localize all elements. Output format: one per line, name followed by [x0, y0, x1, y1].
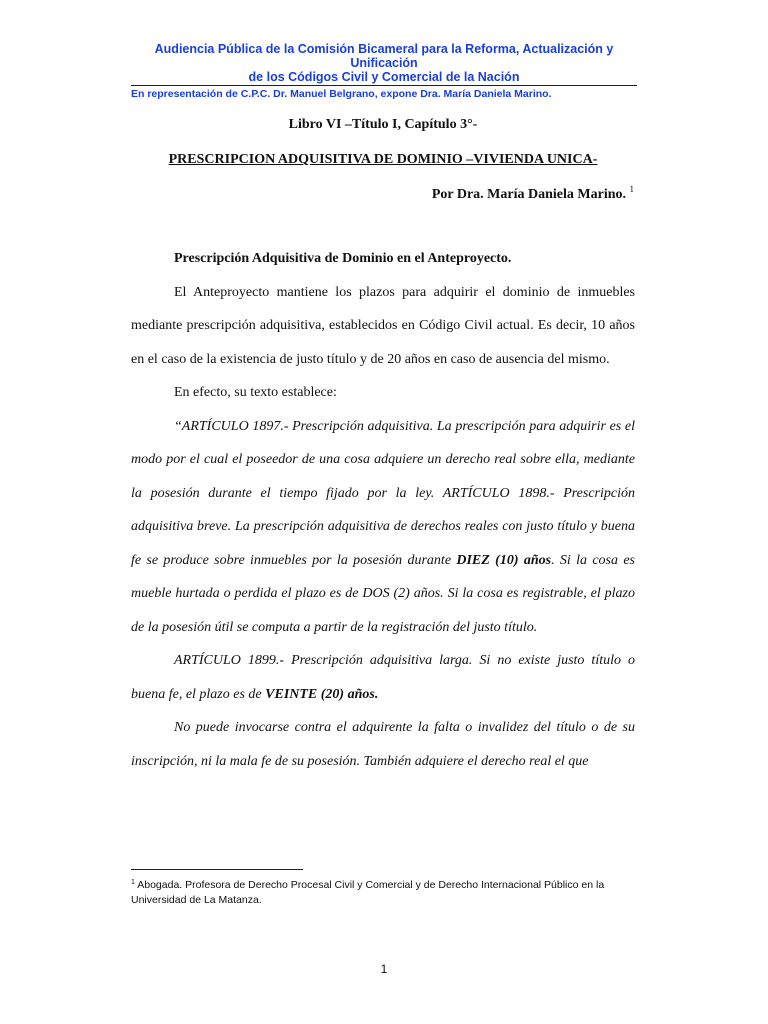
paragraph-2: En efecto, su texto establece:: [174, 385, 337, 400]
quote-emphasis: DIEZ (10) años: [456, 552, 552, 568]
quote-emphasis: VEINTE (20) años.: [265, 686, 379, 702]
header-subtitle: En representación de C.P.C. Dr. Manuel Belgrano, expone Dra. María Daniela Marino.: [131, 88, 552, 100]
author-line: [432, 184, 634, 203]
document-header: [120, 42, 648, 84]
paragraph-1: El Anteproyecto mantiene los plazos para adquirir el dominio de inmuebles mediante prescripción adquisitiva, establecidos en Código Civil actual. Es decir, 10 años en el caso de la existencia de justo título y de 20 años en caso de ausencia del mismo.: [131, 284, 635, 367]
quote-article-1899: [131, 644, 635, 711]
footnote-marker: 1: [131, 879, 135, 886]
quote-text: “ARTÍCULO 1897.- Prescripción adquisitiva. La prescripción para adquirir es el modo por el cual el poseedor de una cosa adquiere un derecho real sobre ella, mediante la posesión durante el tiempo fijado por la ley. ARTÍCULO 1898.- Prescripción adquisitiva breve. La prescripción adquisitiva de derechos reales con justo título y buena fe se produce sobre inmuebles por la posesión durante: [131, 418, 635, 568]
document-body: [131, 242, 635, 778]
quote-continuation: No puede invocarse contra el adquirente la falta o invalidez del título o de su inscripción, ni la mala fe de su posesión. También adquiere el derecho real el que: [131, 720, 635, 769]
author-punct: .: [622, 187, 626, 202]
header-title-line-1: Audiencia Pública de la Comisión Bicameral para la Reforma, Actualización y Unificación: [154, 42, 614, 70]
footnote: [131, 875, 637, 908]
footnote-reference: 1: [629, 184, 634, 194]
page-number: 1: [380, 962, 388, 976]
document-title: PRESCRIPCION ADQUISITIVA DE DOMINIO –VIVIENDA UNICA-: [168, 152, 598, 167]
quote-articles-1897-1898: [131, 410, 635, 645]
footnote-text: Abogada. Profesora de Derecho Procesal Civil y Comercial y de Derecho Internacional Público en la Universidad de La Matanza.: [131, 879, 605, 906]
quote-text: ARTÍCULO 1899.- Prescripción adquisitiva larga. Si no existe justo título o buena fe, el plazo es de: [131, 653, 635, 702]
chapter-heading: Libro VI –Título I, Capítulo 3°-: [288, 117, 478, 132]
section-heading: Prescripción Adquisitiva de Dominio en el Anteproyecto.: [174, 251, 512, 266]
author-name: Por Dra. María Daniela Marino: [431, 187, 623, 202]
header-title-line-2: de los Códigos Civil y Comercial de la Nación: [248, 70, 520, 84]
header-divider: [131, 85, 637, 86]
quote-text: . Si la cosa es mueble hurtada o perdida el plazo es de DOS (2) años. Si la cosa es registrable, el plazo de la posesión útil se computa a partir de la registración del justo título.: [131, 552, 635, 635]
footnote-divider: [131, 869, 303, 870]
